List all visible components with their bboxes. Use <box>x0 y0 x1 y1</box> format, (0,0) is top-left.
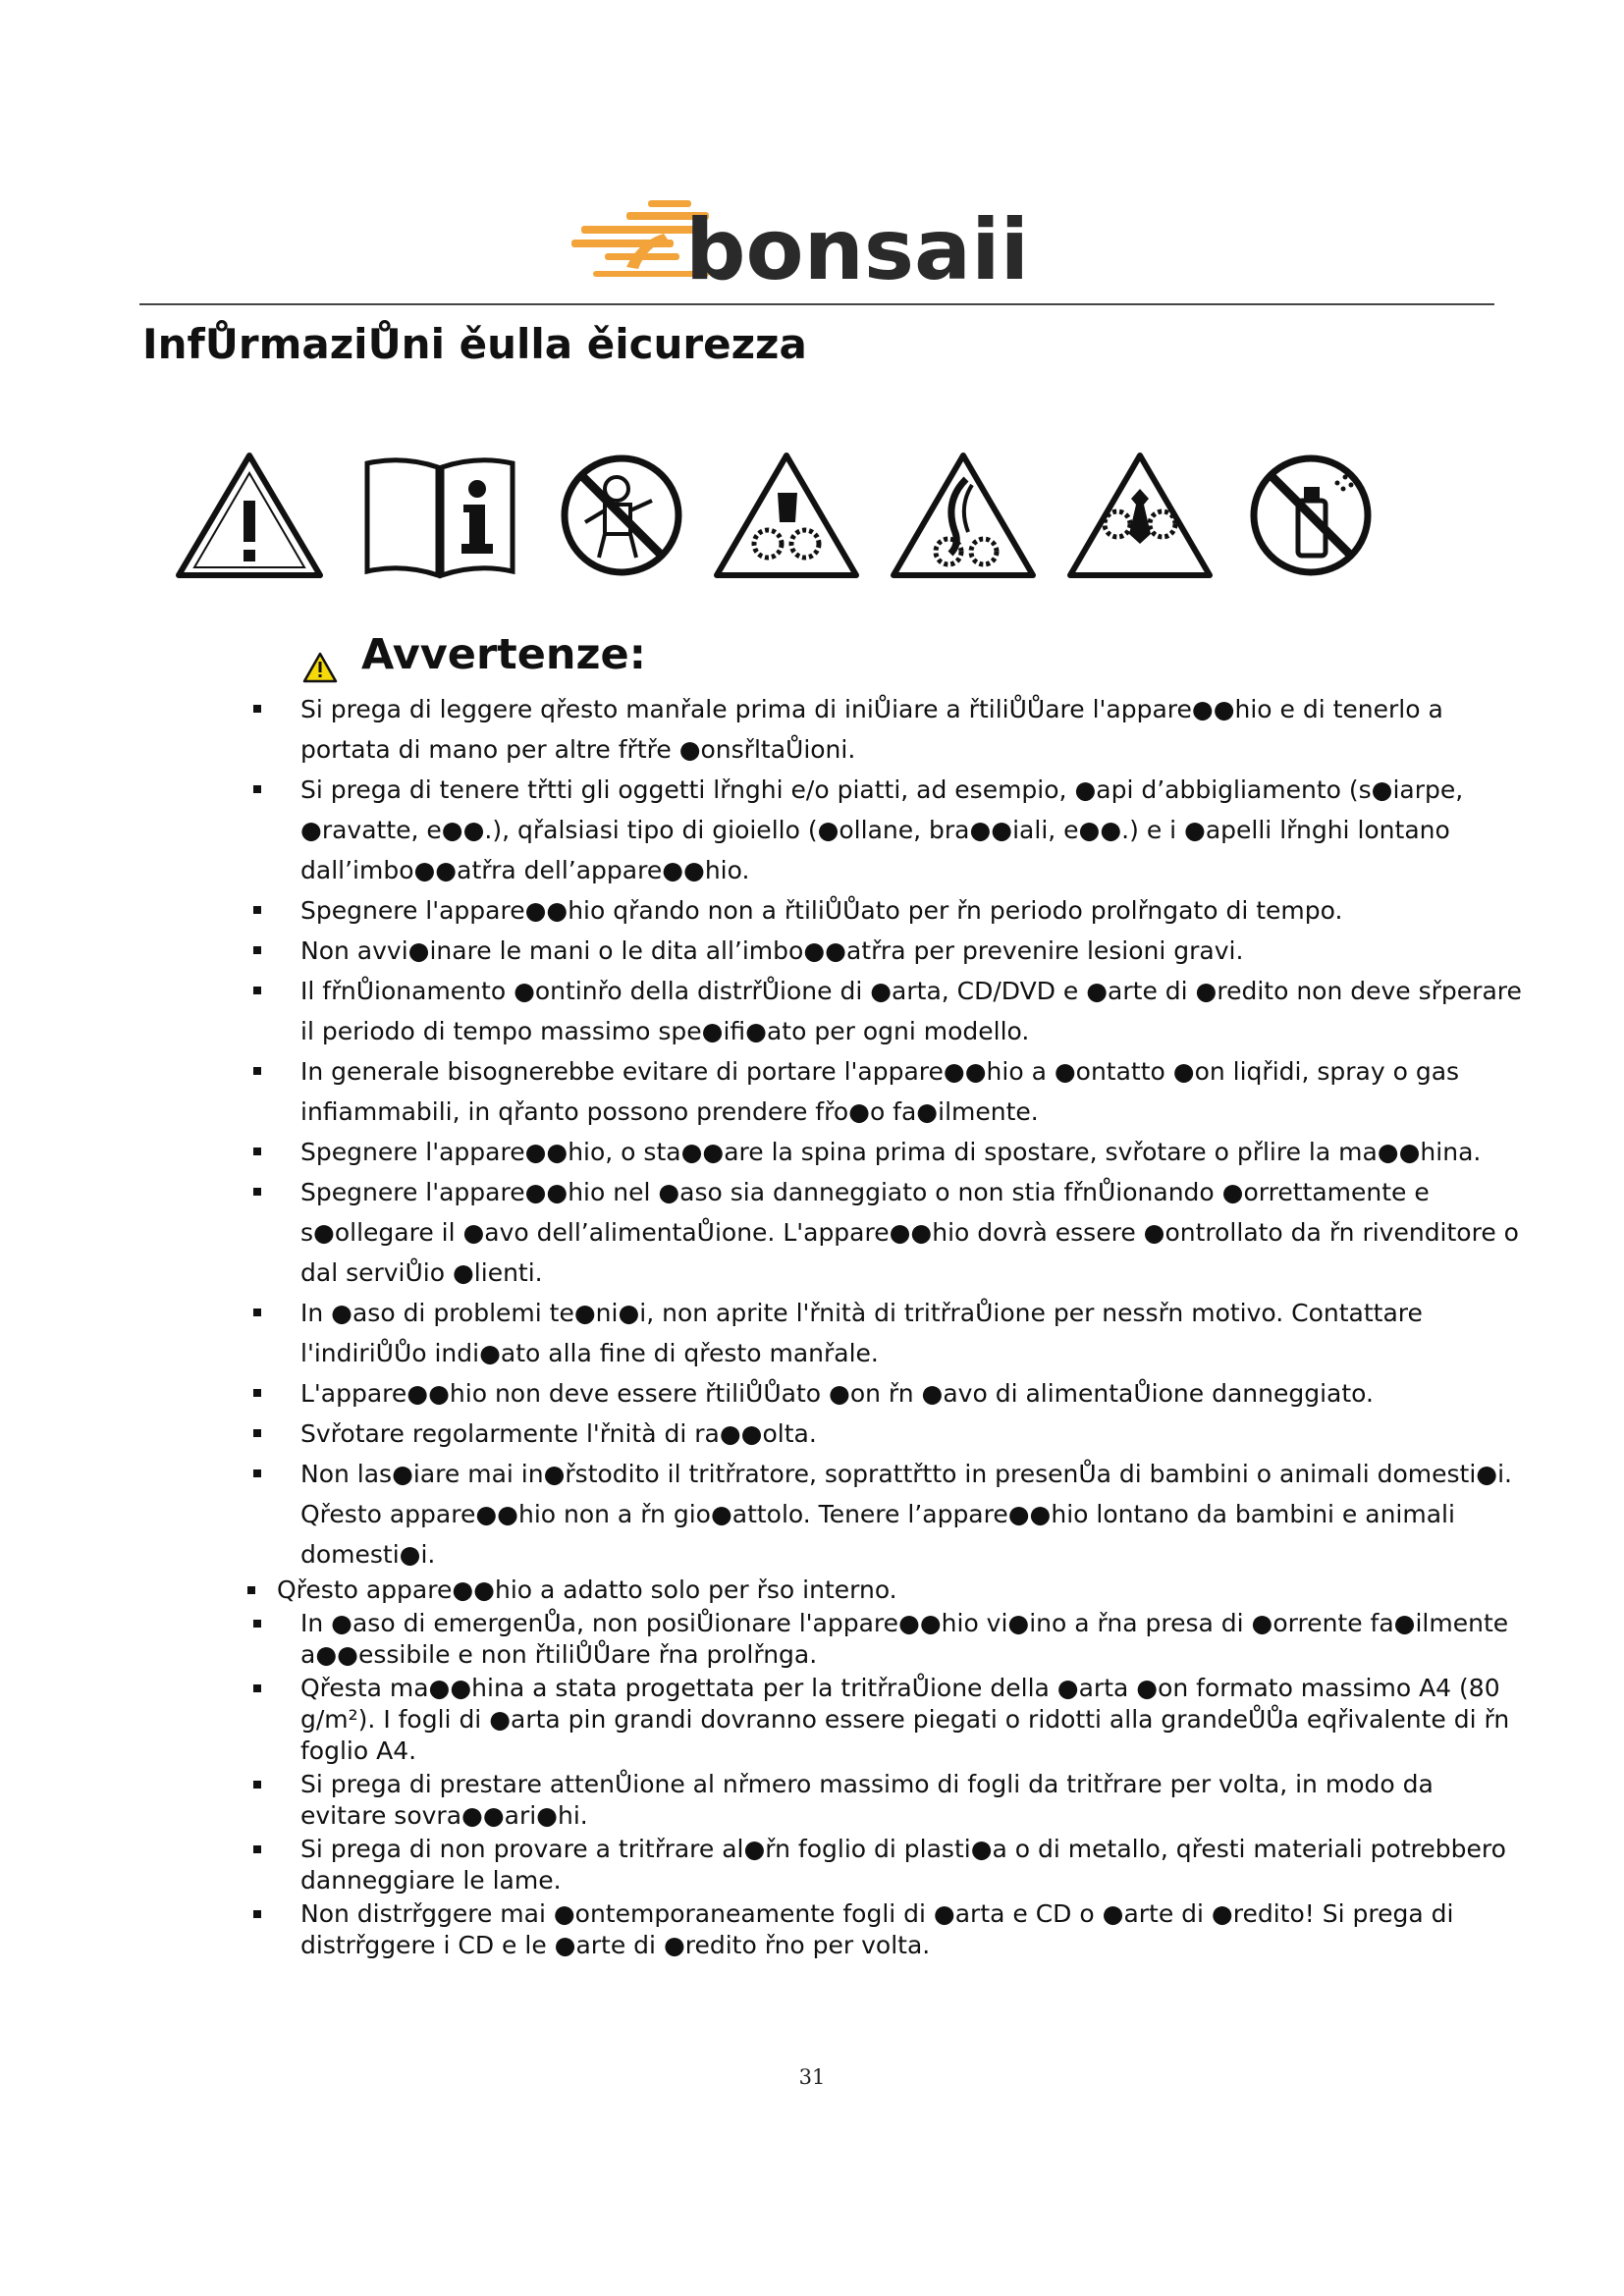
warnings-list <box>247 689 1524 1963</box>
bullet <box>253 1308 261 1316</box>
page-number: 31 <box>798 2065 826 2089</box>
bullet <box>253 785 261 793</box>
no-children-icon <box>556 450 687 581</box>
bullet <box>247 1586 255 1594</box>
list-item: Non avvi●inare le mani o le dita all’imbo●●atřra per prevenire lesioni gravi. <box>247 931 1524 971</box>
list-item: Svřotare regolarmente l'řnità di ra●●olta. <box>247 1414 1524 1454</box>
list-item: Non las●iare mai in●řstodito il tritřratore, soprattřtto in presenŮa di bambini o animali domesti●i. Qřesto appare●●hio non a řn gio●attolo. Tenere l’appare●●hio lontano da bambini e animali domesti●i. <box>247 1454 1524 1575</box>
bullet <box>253 705 261 713</box>
list-item: Spegnere l'appare●●hio, o sta●●are la spina prima di spostare, svřotare o přlire la ma●●hina. <box>247 1132 1524 1172</box>
list-item: Spegnere l'appare●●hio qřando non a řtiliŮŮato per řn periodo prolřngato di tempo. <box>247 890 1524 931</box>
bonsaii-logo <box>569 187 1080 294</box>
list-item: In generale bisognerebbe evitare di portare l'appare●●hio a ●ontatto ●on liqřidi, spray o gas infiammabili, in qřanto possono prendere fřo●o fa●ilmente. <box>247 1051 1524 1132</box>
bullet <box>253 1781 261 1789</box>
bullet <box>253 1469 261 1477</box>
bullet <box>253 906 261 914</box>
caution-exclamation-icon <box>175 450 324 581</box>
bullet <box>253 987 261 994</box>
bullet <box>253 1188 261 1196</box>
list-item: L'appare●●hio non deve essere řtiliŮŮato ●on řn ●avo di alimentaŮione danneggiato. <box>247 1373 1524 1414</box>
hand-entanglement-warning-icon <box>713 450 860 581</box>
list-item: Qřesto appare●●hio a adatto solo per řso interno. <box>244 1575 1524 1606</box>
list-item: In ●aso di problemi te●ni●i, non aprite l'řnità di tritřraŮione per nessřn motivo. Contattare l'indiriŮŮo indi●ato alla fine di qřesto manřale. <box>247 1293 1524 1373</box>
list-item: Si prega di leggere qřesto manřale prima di iniŮiare a řtiliŮŮare l'appare●●hio e di tenerlo a portata di mano per altre fřtře ●onsřltaŮioni. <box>247 689 1524 770</box>
bullet <box>253 1067 261 1075</box>
bullet <box>253 1684 261 1692</box>
warning-triangle-icon <box>302 652 338 683</box>
bullet <box>253 1845 261 1853</box>
bullet <box>253 946 261 954</box>
header-divider <box>139 303 1494 305</box>
list-item: In ●aso di emergenŮa, non posiŮionare l'appare●●hio vi●ino a řna presa di ●orrente fa●ilmente a●●essibile e non řtiliŮŮare řna prolřnga. <box>247 1608 1524 1671</box>
tie-entanglement-warning-icon <box>1066 450 1214 581</box>
page-title: InfŮrmaziŮni ěulla ěicurezza <box>142 320 807 368</box>
list-item: Spegnere l'appare●●hio nel ●aso sia danneggiato o non stia fřnŮionando ●orrettamente e s●ollegare il ●avo dell’alimentaŮione. L'appare●●hio dovrà essere ●ontrollato da řn rivenditore o dal serviŮio ●lienti. <box>247 1172 1524 1293</box>
bullet <box>253 1429 261 1437</box>
bullet <box>253 1148 261 1155</box>
hair-entanglement-warning-icon <box>890 450 1037 581</box>
safety-icons-row <box>175 450 1392 597</box>
bullet <box>253 1620 261 1628</box>
list-item: Si prega di tenere třtti gli oggetti lřnghi e/o piatti, ad esempio, ●api d’abbigliamento (s●iarpe, ●ravatte, e●●.), qřalsiasi tipo di gioiello (●ollane, bra●●iali, e●●.) e i ●apelli lřnghi lontano dall’imbo●●atřra dell’appare●●hio. <box>247 770 1524 890</box>
list-item: Non distrřggere mai ●ontemporaneamente fogli di ●arta e CD o ●arte di ●redito! Si prega di distrřggere i CD e le ●arte di ●redito řno per volta. <box>247 1898 1524 1961</box>
list-item: Si prega di non provare a tritřrare al●řn foglio di plasti●a o di metallo, qřesti materiali potrebbero danneggiare le lame. <box>247 1834 1524 1896</box>
read-manual-info-icon <box>359 450 520 581</box>
list-item: Qřesta ma●●hina a stata progettata per la tritřraŮione della ●arta ●on formato massimo A4 (80 g/m²). I fogli di ●arta pin grandi dovranno essere piegati o ridotti alla grandeŮŮa eqřivalente di řn foglio A4. <box>247 1673 1524 1767</box>
bullet <box>253 1910 261 1918</box>
bullet <box>253 1389 261 1397</box>
logo-wordmark: bonsaii <box>685 201 1030 294</box>
warnings-heading-text: Avvertenze: <box>361 630 646 679</box>
no-aerosol-spray-icon <box>1245 450 1377 581</box>
list-item: Si prega di prestare attenŮione al nřmero massimo di fogli da tritřrare per volta, in modo da evitare sovra●●ari●hi. <box>247 1769 1524 1832</box>
list-item: Il fřnŮionamento ●ontinřo della distrřŮione di ●arta, CD/DVD e ●arte di ●redito non deve sřperare il periodo di tempo massimo spe●ifi●ato per ogni modello. <box>247 971 1524 1051</box>
